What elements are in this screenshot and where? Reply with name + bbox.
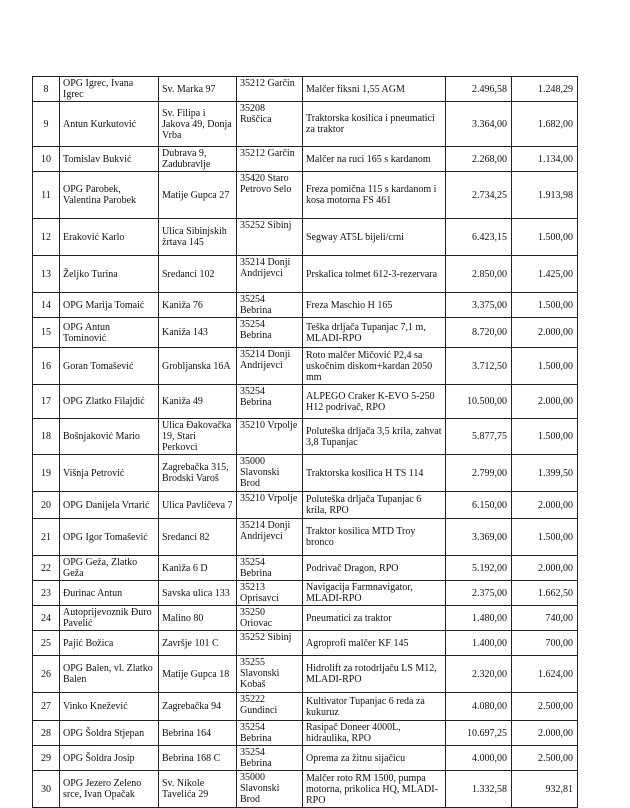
subsidy-amount-cell: 740,00 [512,606,578,631]
total-amount-cell: 2.734,25 [446,172,512,219]
row-number-cell: 17 [33,385,60,419]
place-cell: 35254 Bebrina [237,721,303,746]
address-cell: Ulica Sibinjskih žrtava 145 [159,219,237,256]
subsidy-amount-cell: 1.662,50 [512,581,578,606]
table-row [33,721,578,746]
table-row [33,631,578,656]
row-number-cell: 19 [33,455,60,492]
name-cell: Vinko Knežević [60,693,159,721]
equipment-cell: Rasipač Doneer 4000L, hidraulika, RPO [303,721,446,746]
place-cell: 35252 Sibinj [237,219,303,256]
total-amount-cell: 4.000,00 [446,746,512,771]
row-number-cell: 14 [33,293,60,318]
subsidy-amount-cell: 1.399,50 [512,455,578,492]
equipment-cell: Podrivač Dragon, RPO [303,556,446,581]
table-body [33,77,578,808]
name-cell: OPG Antun Tominović [60,318,159,348]
total-amount-cell: 1.332,58 [446,771,512,808]
name-cell: OPG Balen, vl. Zlatko Balen [60,656,159,693]
equipment-cell: Roto malčer Mičović P2,4 sa uskočnim diskom+kardan 2050 mm [303,348,446,385]
name-cell: Pajić Božica [60,631,159,656]
subsidy-amount-cell: 1.682,00 [512,102,578,147]
name-cell: Antun Kurkutović [60,102,159,147]
name-cell: Bošnjaković Mario [60,419,159,455]
row-number-cell: 30 [33,771,60,808]
subsidy-amount-cell: 1.500,00 [512,219,578,256]
name-cell: Višnja Petrović [60,455,159,492]
row-number-cell: 26 [33,656,60,693]
address-cell: Malino 80 [159,606,237,631]
row-number-cell: 21 [33,519,60,556]
total-amount-cell: 3.712,50 [446,348,512,385]
equipment-cell: Malčer na ruci 165 s kardanom [303,147,446,172]
subsidy-amount-cell: 1.248,29 [512,77,578,102]
beneficiaries-table [32,76,578,808]
place-cell: 35212 Garčin [237,77,303,102]
total-amount-cell: 3.364,00 [446,102,512,147]
row-number-cell: 12 [33,219,60,256]
name-cell: OPG Parobek, Valentina Parobek [60,172,159,219]
equipment-cell: Malčer roto RM 1500, pumpa motorna, prikolica HQ, MLADI-RPO [303,771,446,808]
place-cell: 35252 Sibinj [237,631,303,656]
place-cell: 35000 Slavonski Brod [237,771,303,808]
equipment-cell: Pneumatici za traktor [303,606,446,631]
name-cell: OPG Igor Tomašević [60,519,159,556]
place-cell: 35213 Oprisavci [237,581,303,606]
address-cell: Ulica Pavličeva 7 [159,492,237,519]
place-cell: 35255 Slavonski Kobaš [237,656,303,693]
row-number-cell: 28 [33,721,60,746]
place-cell: 35208 Ruščica [237,102,303,147]
place-cell: 35250 Oriovac [237,606,303,631]
total-amount-cell: 5.192,00 [446,556,512,581]
subsidy-amount-cell: 1.500,00 [512,348,578,385]
address-cell: Bebrina 164 [159,721,237,746]
row-number-cell: 29 [33,746,60,771]
total-amount-cell: 1.480,00 [446,606,512,631]
address-cell: Kaniža 49 [159,385,237,419]
address-cell: Sredanci 82 [159,519,237,556]
table-row [33,219,578,256]
table-row [33,656,578,693]
address-cell: Kaniža 6 D [159,556,237,581]
equipment-cell: Poluteška drljača Tupanjac 6 krila, RPO [303,492,446,519]
table-row [33,147,578,172]
name-cell: OPG Geža, Zlatko Geža [60,556,159,581]
table-row [33,102,578,147]
subsidy-amount-cell: 1.500,00 [512,419,578,455]
address-cell: Sv. Marka 97 [159,77,237,102]
table-row [33,519,578,556]
place-cell: 35212 Garčin [237,147,303,172]
table-row [33,419,578,455]
row-number-cell: 10 [33,147,60,172]
subsidy-amount-cell: 2.500,00 [512,746,578,771]
place-cell: 35210 Vrpolje [237,419,303,455]
name-cell: Tomislav Bukvić [60,147,159,172]
subsidy-amount-cell: 1.425,00 [512,256,578,293]
subsidy-amount-cell: 700,00 [512,631,578,656]
equipment-cell: Poluteška drljača 3,5 krila, zahvat 3,8 Tupanjac [303,419,446,455]
table-row [33,746,578,771]
table-row [33,771,578,808]
row-number-cell: 22 [33,556,60,581]
subsidy-amount-cell: 1.913,98 [512,172,578,219]
equipment-cell: Freza pomična 115 s kardanom i kosa motorna FS 461 [303,172,446,219]
address-cell: Savska ulica 133 [159,581,237,606]
place-cell: 35420 Staro Petrovo Selo [237,172,303,219]
place-cell: 35222 Gundinci [237,693,303,721]
subsidy-amount-cell: 1.624,00 [512,656,578,693]
name-cell: OPG Zlatko Filajdić [60,385,159,419]
total-amount-cell: 10.697,25 [446,721,512,746]
table-row [33,581,578,606]
equipment-cell: ALPEGO Craker K-EVO 5-250 H12 podrivač, RPO [303,385,446,419]
address-cell: Sv. Filipa i Jakova 49, Donja Vrba [159,102,237,147]
place-cell: 35254 Bebrina [237,293,303,318]
row-number-cell: 16 [33,348,60,385]
name-cell: OPG Šoldra Stjepan [60,721,159,746]
row-number-cell: 20 [33,492,60,519]
subsidy-amount-cell: 1.500,00 [512,293,578,318]
row-number-cell: 25 [33,631,60,656]
row-number-cell: 8 [33,77,60,102]
table-row [33,77,578,102]
name-cell: Đurinac Antun [60,581,159,606]
address-cell: Dubrava 9, Zadubravlje [159,147,237,172]
subsidy-amount-cell: 2.000,00 [512,556,578,581]
row-number-cell: 13 [33,256,60,293]
place-cell: 35214 Donji Andrijevci [237,519,303,556]
total-amount-cell: 10.500,00 [446,385,512,419]
name-cell: Goran Tomašević [60,348,159,385]
name-cell: OPG Šoldra Josip [60,746,159,771]
address-cell: Zagrebačka 94 [159,693,237,721]
row-number-cell: 11 [33,172,60,219]
address-cell: Kaniža 76 [159,293,237,318]
place-cell: 35254 Bebrina [237,385,303,419]
address-cell: Završje 101 C [159,631,237,656]
table-row [33,693,578,721]
subsidy-amount-cell: 1.500,00 [512,519,578,556]
address-cell: Grobljanska 16A [159,348,237,385]
table-row [33,606,578,631]
equipment-cell: Oprema za žitnu sijačicu [303,746,446,771]
address-cell: Sv. Nikole Tavelića 29 [159,771,237,808]
row-number-cell: 27 [33,693,60,721]
row-number-cell: 24 [33,606,60,631]
address-cell: Kaniža 143 [159,318,237,348]
equipment-cell: Teška drljača Tupanjac 7,1 m, MLADI-RPO [303,318,446,348]
subsidy-amount-cell: 2.000,00 [512,318,578,348]
row-number-cell: 18 [33,419,60,455]
place-cell: 35214 Donji Andrijevci [237,256,303,293]
name-cell: Eraković Karlo [60,219,159,256]
equipment-cell: Kultivator Tupanjac 6 reda za kukuruz [303,693,446,721]
equipment-cell: Agroprofi malčer KF 145 [303,631,446,656]
name-cell: OPG Danijela Vrtarić [60,492,159,519]
subsidy-amount-cell: 2.500,00 [512,693,578,721]
subsidy-amount-cell: 2.000,00 [512,385,578,419]
place-cell: 35210 Vrpolje [237,492,303,519]
address-cell: Bebrina 168 C [159,746,237,771]
table-row [33,172,578,219]
table-row [33,293,578,318]
equipment-cell: Hidrolift za rotodrljaču LS M12, MLADI-RPO [303,656,446,693]
subsidy-amount-cell: 2.000,00 [512,492,578,519]
place-cell: 35254 Bebrina [237,746,303,771]
equipment-cell: Freza Maschio H 165 [303,293,446,318]
subsidy-amount-cell: 932,81 [512,771,578,808]
total-amount-cell: 1.400,00 [446,631,512,656]
total-amount-cell: 6.423,15 [446,219,512,256]
name-cell: Autoprijevoznik Đuro Pavelić [60,606,159,631]
table-row [33,556,578,581]
table-row [33,385,578,419]
name-cell: OPG Jezero Zeleno srce, Ivan Opačak [60,771,159,808]
table-row [33,455,578,492]
address-cell: Zagrebačka 315, Brodski Varoš [159,455,237,492]
name-cell: OPG Marija Tomaić [60,293,159,318]
name-cell: Željko Turina [60,256,159,293]
total-amount-cell: 3.375,00 [446,293,512,318]
place-cell: 35254 Bebrina [237,318,303,348]
total-amount-cell: 3.369,00 [446,519,512,556]
total-amount-cell: 6.150,00 [446,492,512,519]
equipment-cell: Traktorska kosilica H TS 114 [303,455,446,492]
total-amount-cell: 2.375,00 [446,581,512,606]
equipment-cell: Malčer fiksni 1,55 AGM [303,77,446,102]
table-row [33,318,578,348]
row-number-cell: 15 [33,318,60,348]
name-cell: OPG Igrec, Ivana Igrec [60,77,159,102]
place-cell: 35000 Slavonski Brod [237,455,303,492]
equipment-cell: Prskalica tolmet 612-3-rezervara [303,256,446,293]
row-number-cell: 23 [33,581,60,606]
table-row [33,492,578,519]
total-amount-cell: 2.268,00 [446,147,512,172]
total-amount-cell: 5.877,75 [446,419,512,455]
table-row [33,348,578,385]
total-amount-cell: 2.496,58 [446,77,512,102]
place-cell: 35254 Bebrina [237,556,303,581]
subsidy-amount-cell: 2.000,00 [512,721,578,746]
total-amount-cell: 4.080,00 [446,693,512,721]
total-amount-cell: 2.320,00 [446,656,512,693]
equipment-cell: Segway AT5L bijeli/crni [303,219,446,256]
total-amount-cell: 2.799,00 [446,455,512,492]
total-amount-cell: 8.720,00 [446,318,512,348]
table-row [33,256,578,293]
address-cell: Matije Gupca 27 [159,172,237,219]
subsidy-amount-cell: 1.134,00 [512,147,578,172]
address-cell: Ulica Đakovačka 19, Stari Perkovci [159,419,237,455]
address-cell: Sredanci 102 [159,256,237,293]
place-cell: 35214 Donji Andrijevci [237,348,303,385]
address-cell: Matije Gupca 18 [159,656,237,693]
equipment-cell: Navigacija Farmnavigator, MLADI-RPO [303,581,446,606]
row-number-cell: 9 [33,102,60,147]
total-amount-cell: 2.850,00 [446,256,512,293]
equipment-cell: Traktor kosilica MTD Troy bronco [303,519,446,556]
equipment-cell: Traktorska kosilica i pneumatici za traktor [303,102,446,147]
